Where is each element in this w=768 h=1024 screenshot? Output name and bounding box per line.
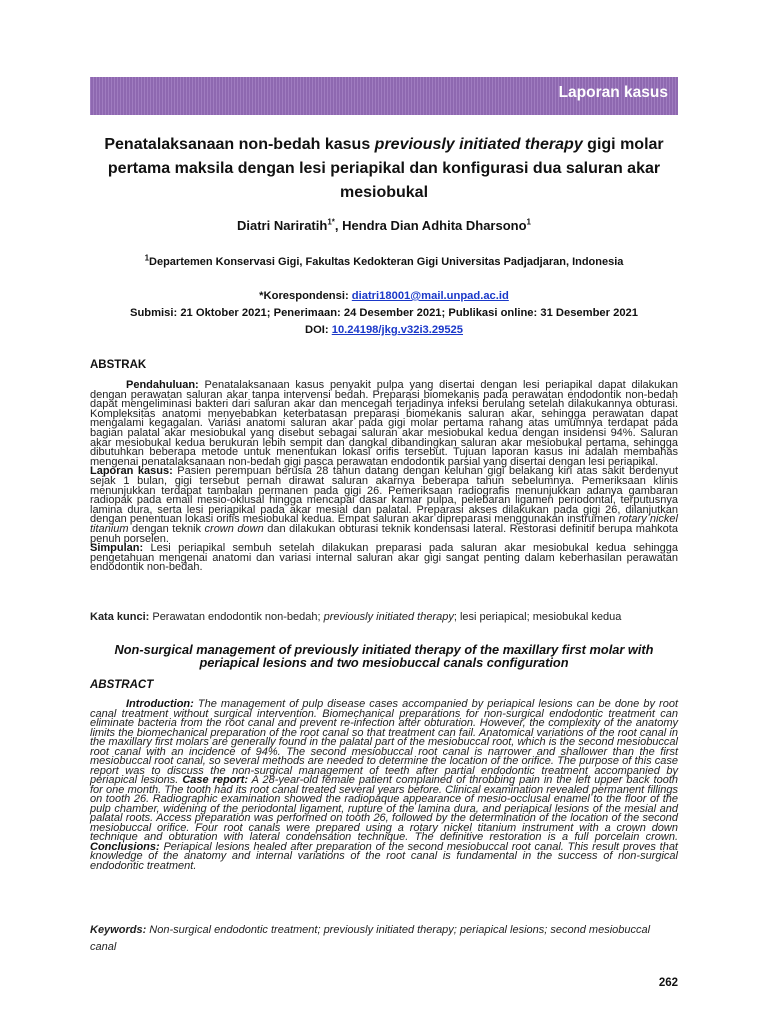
abstrak-heading: ABSTRAK bbox=[90, 359, 147, 371]
abstrak-body: Pendahuluan: Penatalaksanaan kasus penyakit pulpa yang disertai dengan lesi periapikal dapat dilakukan dengan perawatan saluran akar tanpa intervensi bedah. Preparasi biomekanis pada perawatan endodontik non-bedah dapat mengeliminasi bakteri dari saluran akar dan mencegah terjadinya infeksi berulang setelah dilakukannya obturasi. Kompleksitas anatomi menyebabkan keterbatasan preparasi biomekanis saluran akar, sehingga perawatan dapat mengalami kegagalan. Variasi anatomi saluran akar pada gigi molar pertama rahang atas umumnya terdapat pada bagian palatal akar mesiobukal yang disebut sebagai saluran akar mesiobukal kedua dengan insidensi 94%. Saluran akar mesiobukal kedua berukuran lebih sempit dan dangkal dibandingkan saluran akar mesiobukal pertama, sehingga dibutuhkan beberapa metode untuk menentukan lokasi orifis tersebut. Tujuan laporan kasus ini adalah membahas mengenai penatalaksanaan non-bedah gigi pasca perawatan endodontik parsial yang disertai dengan lesi periapikal. Laporan kasus: Pasien perempuan berusia 28 tahun datang dengan keluhan gigi belakang kiri atas sakit berdenyut sejak 1 bulan, gigi tersebut pernah dirawat saluran akarnya beberapa tahun sebelumnya. Pemeriksaan klinis menunjukkan terdapat tambalan permanen pada gigi 26. Pemeriksaan radiografis menunjukkan adanya gambaran radiopak pada email mesio-oklusal hingga mencapai dasar kamar pulpa, pelebaran ligamen periodontal, terputusnya lamina dura, serta lesi periapikal pada akar mesial dan palatal. Preparasi akses dilakukan pada gigi 26, dilanjutkan dengan penentuan lokasi orifis mesiobukal kedua. Empat saluran akar dipreparasi menggunakan instrumen rotary nickel titanium dengan teknik crown down dan dilakukan obturasi teknik kondensasi lateral. Restorasi definitif berupa mahkota penuh porselen. Simpulan: Lesi periapikal sembuh setelah dilakukan preparasi pada saluran akar mesiobukal kedua sehingga pengetahuan mengenai anatomi dan variasi internal saluran akar gigi sangat penting dalam keberhasilan perawatan endodontik non-bedah. bbox=[90, 379, 679, 574]
page-number: 262 bbox=[658, 977, 678, 989]
doi-link[interactable]: 10.24198/jkg.v32i3.29525 bbox=[331, 324, 463, 336]
author-name: Diatri Nariratih bbox=[237, 218, 328, 233]
english-title: Non-surgical management of previously initiated therapy of the maxillary first molar with periapical lesions and two mesiobuccal canals configuration bbox=[114, 642, 654, 670]
section-banner bbox=[90, 77, 678, 115]
publication-dates: Submisi: 21 Oktober 2021; Penerimaan: 24 Desember 2021; Publikasi online: 31 Desember 2021 bbox=[129, 307, 639, 319]
author-name: Hendra Dian Adhita Dharsono bbox=[342, 218, 527, 233]
email-link[interactable]: diatri18001@mail.unpad.ac.id bbox=[351, 290, 509, 302]
section-label: Laporan kasus bbox=[558, 84, 668, 101]
abstract-heading: ABSTRACT bbox=[90, 679, 154, 691]
author-list: Diatri Nariratih$^{1*}$, Hendra Dian Adhita Dharsono$^1$ bbox=[237, 217, 531, 233]
correspondence: *Korespondensi: diatri18001@mail.unpad.ac.id bbox=[259, 290, 509, 302]
kata-kunci: Kata kunci: Perawatan endodontik non-bedah; previously initiated therapy; lesi periapical; mesiobukal kedua bbox=[90, 611, 622, 623]
keywords: Keywords: Non-surgical endodontic treatment; previously initiated therapy; periapical lesions; second mesiobuccal canal bbox=[90, 924, 651, 953]
affiliation: $^1$Departemen Konservasi Gigi, Fakultas Kedokteran Gigi Universitas Padjadjaran, Indonesia bbox=[144, 253, 624, 268]
article-title: Penatalaksanaan non-bedah kasus previously initiated therapy gigi molar pertama maksila dengan lesi periapikal dan konfigurasi dua saluran akar mesiobukal bbox=[104, 136, 664, 201]
abstract-body: Introduction: The management of pulp disease cases accompanied by periapical lesions can be done by root canal treatment without surgical intervention. Biomechanical preparations for non-surgical endodontic treatment can eliminate bacteria from the root canal and prevent re-infection after obturation. However, the complexity of the anatomy limits the biomechanical preparation of the root canal so that treatment can fail. Anatomical variations of the root canal in the maxillary first molars are generally found in the palatal part of the mesiobuccal root, which is the second mesiobuccal root canal with an incidence of 94%. The second mesiobuccal root canal is narrower and shallower than the first mesiobuccal root canal, so several methods are needed to determine the location of the orifice. The purpose of this case report was to discuss the non-surgical management of teeth after partial endodontic treatment accompanied by periapical lesions. Case report: A 28-year-old female patient complained of throbbing pain in the left upper back tooth for one month. The tooth had its root canal treated several years before. Clinical examination revealed permanent fillings on tooth 26. Radiographic examination showed the radiopaque appearance of mesio-occlusal enamel to the floor of the pulp chamber, widening of the periodontal ligament, rupture of the lamina dura, and periapical lesions of the mesial and palatal roots. Access preparation was performed on tooth 26, followed by the determination of the location of the second mesiobuccal orifice. Four root canals were prepared using a rotary nickel titanium instrument with a crown down technique and obturation with lateral condensation technique. The definitive restoration is a full porcelain crown. Conclusions: Periapical lesions healed after preparation of the second mesiobuccal root canal. This result proves that knowledge of the anatomy and internal variations of the root canal is fundamental in the success of non-surgical endodontic treatment. bbox=[90, 698, 679, 872]
doi: DOI: 10.24198/jkg.v32i3.29525 bbox=[305, 324, 463, 336]
